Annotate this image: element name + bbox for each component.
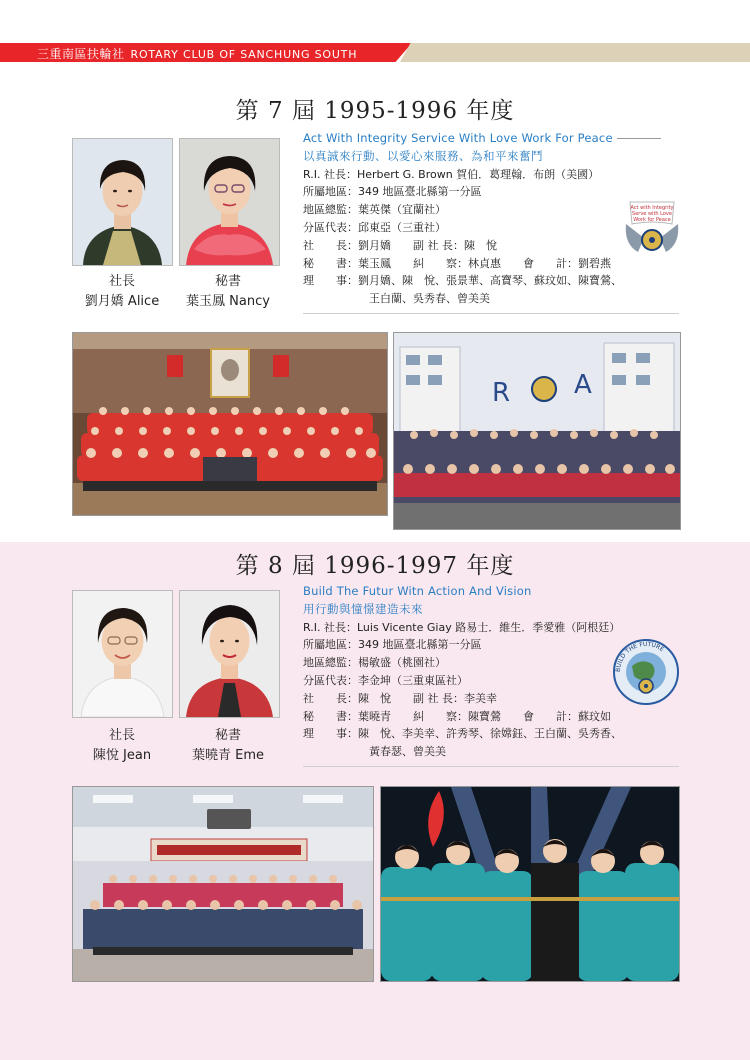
group-photo-7-stage (72, 332, 388, 516)
info-line: 理 事：陳 悅、李美幸、許秀琴、徐嫦鈺、王白蘭、吳秀香、 (303, 727, 622, 741)
term-7-motto-zh: 以真誠來行動、以愛心來服務、為和平來奮鬥 (303, 148, 543, 163)
info-line: 秘 書：葉玉鳳 糾 察：林貞惠 會 計：劉碧燕 (303, 256, 611, 270)
info-line: 社 長：劉月嬌 副 社 長：陳 悅 (303, 238, 497, 252)
info-line: 地區總監：楊敏盛（桃園社） (303, 656, 446, 670)
info-line: 王白蘭、吳秀春、曾美美 (369, 292, 490, 306)
info-line: 理 事：劉月嬌、陳 悅、張景華、高寶琴、蘇玟如、陳寶鶯、 (303, 274, 622, 288)
president-role-8: 社長 (108, 728, 135, 743)
info-line: 所屬地區：349 地區臺北縣第一分區 (303, 185, 482, 199)
president-name-7: 劉月嬌 Alice (84, 294, 160, 309)
svg-text:Work for Peace: Work for Peace (633, 217, 671, 223)
term-8-title: 第 8 屆 1996-1997 年度 (235, 553, 515, 579)
term-7-info (303, 130, 661, 308)
president-role-7: 社長 (108, 274, 135, 289)
svg-text:BUILD THE FUTURE: BUILD THE FUTURE (614, 640, 666, 673)
header-title-en: ROTARY CLUB OF SANCHUNG SOUTH (130, 48, 358, 61)
header-title (37, 45, 357, 62)
president-caption-7 (72, 272, 172, 312)
group-photo-8-banquet (72, 786, 374, 982)
rotary-theme-emblem-7 (622, 194, 682, 260)
svg-text:Serve with Love: Serve with Love (632, 211, 672, 217)
president-name-8: 陳悅 Jean (92, 748, 152, 763)
info-line: R.I. 社長：Herbert G. Brown 賀伯．葛理翰．布朗（美國） (303, 167, 600, 181)
term-8-divider (303, 766, 679, 767)
secretary-portrait-7 (179, 138, 280, 266)
president-portrait-8 (72, 590, 173, 718)
president-portrait-7 (72, 138, 173, 266)
secretary-name-7: 葉玉鳳 Nancy (186, 294, 270, 309)
header-title-zh: 三重南區扶輪社 (37, 47, 125, 61)
svg-text:R: R (492, 378, 511, 408)
header-beige-band (400, 43, 750, 62)
term-7-motto-en: Act With Integrity Service With Love Work For Peace (303, 130, 661, 148)
term-7-title: 第 7 屆 1995-1996 年度 (235, 98, 515, 124)
info-line: 分區代表：李金坤（三重東區社） (303, 673, 468, 687)
svg-text:A: A (574, 370, 592, 400)
svg-text:Act with Integrity: Act with Integrity (630, 205, 674, 211)
term-8-motto-zh: 用行動與憧憬建造未來 (303, 601, 423, 616)
secretary-name-8: 葉曉青 Eme (191, 748, 264, 763)
info-line: 地區總監：葉英傑（宜蘭社） (303, 203, 446, 217)
info-line: 所屬地區：349 地區臺北縣第一分區 (303, 638, 482, 652)
group-photo-8-performance (380, 786, 680, 982)
info-line: 秘 書：葉曉青 糾 察：陳寶鶯 會 計：蘇玟如 (303, 709, 611, 723)
info-line: 黃春瑟、曾美美 (369, 745, 446, 759)
secretary-caption-8 (178, 726, 278, 766)
group-photo-7-outdoor (393, 332, 681, 530)
term-8-info (303, 583, 622, 761)
info-line: R.I. 社長：Luis Vicente Giay 路易士．維生．季愛雅（阿根廷） (303, 620, 621, 634)
secretary-portrait-8 (179, 590, 280, 718)
term-8-motto-en: Build The Futur Witn Action And Vision (303, 584, 532, 598)
term-7-divider (303, 313, 679, 314)
secretary-role-8: 秘書 (214, 728, 241, 743)
page-header (0, 43, 750, 62)
president-caption-8 (72, 726, 172, 766)
secretary-caption-7 (178, 272, 278, 312)
info-line: 分區代表：邱東亞（三重社） (303, 220, 446, 234)
rotary-theme-emblem-8 (612, 638, 680, 706)
secretary-role-7: 秘書 (214, 274, 241, 289)
info-line: 社 長：陳 悅 副 社 長：李美幸 (303, 691, 497, 705)
